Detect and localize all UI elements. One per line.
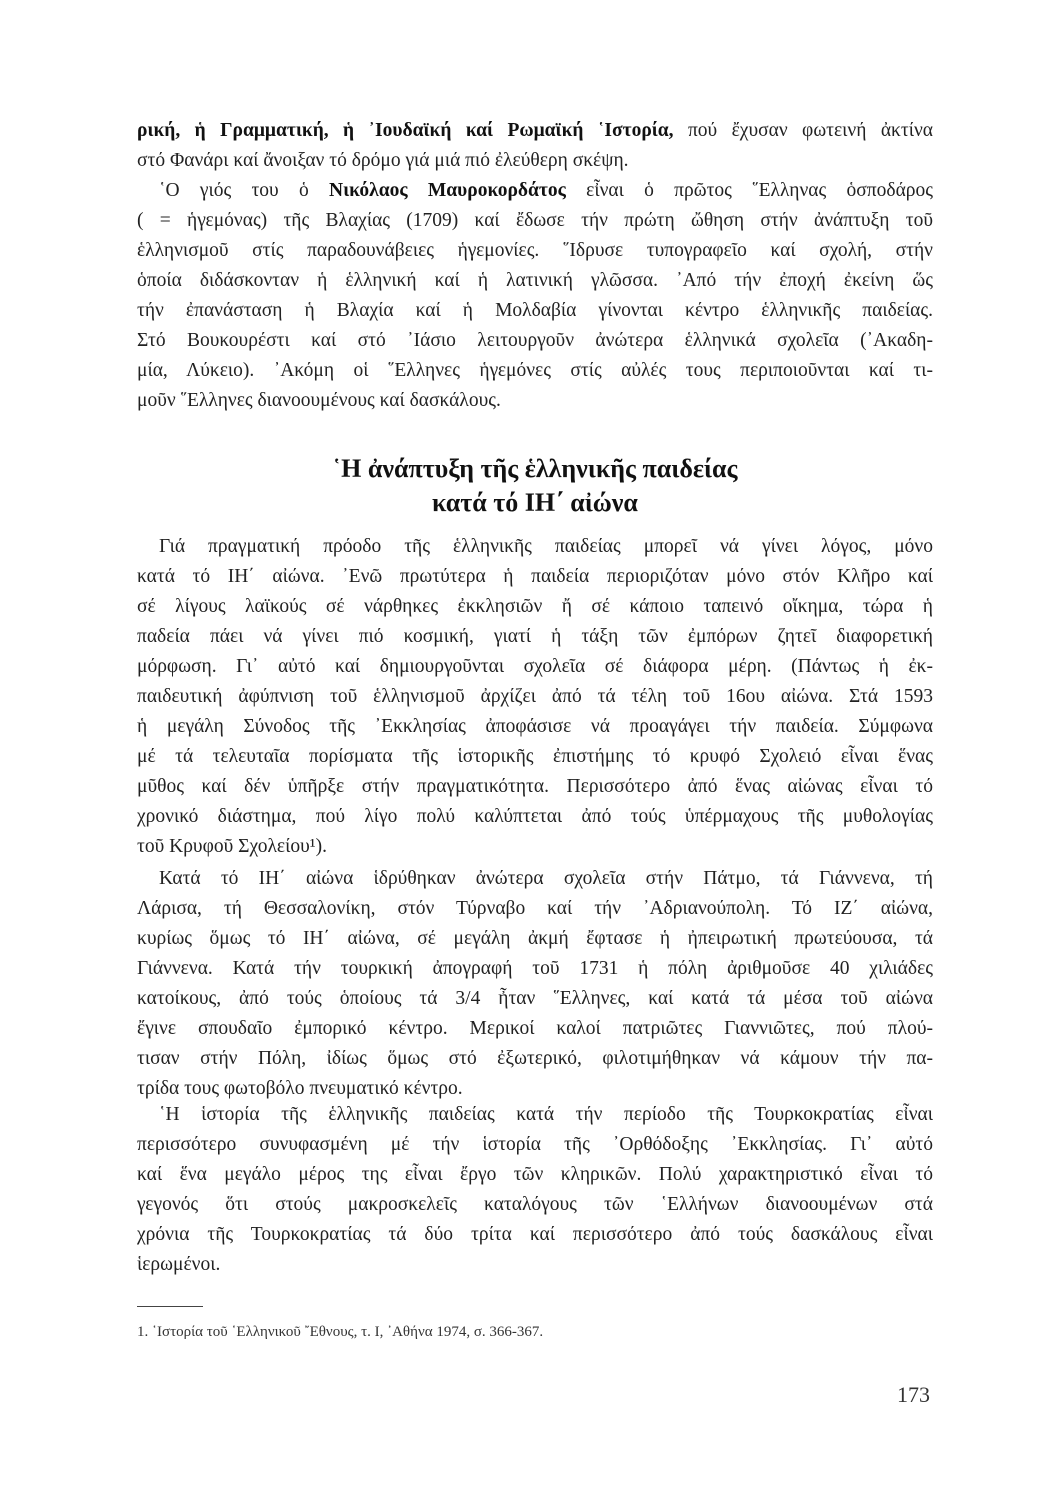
text-segment: Κατά τό ΙΗ΄ αἰώνα ἱδρύθηκαν ἀνώτερα σχολεῖα στήν Πάτμο, τά Γιάννενα, τή [159,868,933,889]
text-segment: ῾Ο γιός του ὁ [159,180,329,201]
text-line [137,1100,933,1130]
text-line [137,622,933,652]
text-segment: χρονικό διάστημα, πού λίγο πολύ καλύπτεται ἀπό τούς ὑπέρμαχους τῆς μυθολογίας [137,806,933,827]
heading-line-1: ῾Η ἀνάπτυξη τῆς ἑλληνικῆς παιδείας [332,454,738,483]
text-line [137,562,933,592]
bold-text: ρική, ἡ Γραμματική, ἡ ᾿Ιουδαϊκή καί Ρωμαϊκή ῾Ιστορία, [137,120,674,141]
text-segment: ( = ἡγεμόνας) τῆς Βλαχίας (1709) καί ἔδωσε τήν πρώτη ὤθηση στήν ἀνάπτυξη τοῦ [137,210,933,231]
text-line [137,116,933,146]
text-line [137,772,933,802]
text-line [137,1190,933,1220]
text-line [137,1130,933,1160]
text-line [137,894,933,924]
text-segment: μόρφωση. Γι᾿ αὐτό καί δημιουργοῦνται σχολεῖα σέ διάφορα μέρη. (Πάντως ἡ ἐκ- [137,656,933,677]
text-segment: Γιά πραγματική πρόοδο τῆς ἑλληνικῆς παιδείας μπορεῖ νά γίνει λόγος, μόνο [159,536,933,557]
paragraph-church [137,1100,933,1280]
text-line [137,984,933,1014]
footnote-divider [137,1306,203,1307]
text-line [137,266,933,296]
text-segment: κυρίως ὅμως τό ΙΗ΄ αἰώνα, σέ μεγάλη ἀκμή ἔφτασε ἡ ἠπειρωτική πρωτεύουσα, τά [137,928,933,949]
paragraph-schools [137,864,933,1104]
text-line [137,1044,933,1074]
text-segment: γεγονός ὅτι στούς μακροσκελεῖς καταλόγους τῶν ῾Ελλήνων διανοουμένων στά [137,1194,933,1215]
section-heading [137,452,933,520]
text-line [137,682,933,712]
text-line [137,532,933,562]
text-segment: καί ἕνα μεγάλο μέρος της εἶναι ἔργο τῶν κληρικῶν. Πολύ χαρακτηριστικό εἶναι τό [137,1164,933,1185]
paragraph-mavrokordatos [137,116,933,416]
text-line [137,1014,933,1044]
text-line [137,386,933,416]
text-line [137,1250,933,1280]
text-segment: περισσότερο συνυφασμένη μέ τήν ἱστορία τῆς ᾿Ορθόδοξης ᾿Εκκλησίας. Γι᾿ αὐτό [137,1134,933,1155]
text-line [137,864,933,894]
text-segment: μοῦν ῞Ελληνες διανοουμένους καί δασκάλους. [137,390,501,411]
text-segment: στό Φανάρι καί ἄνοιξαν τό δρόμο γιά μιά πιό ἐλεύθερη σκέψη. [137,150,629,171]
text-line [137,356,933,386]
text-line [137,206,933,236]
text-segment: παιδευτική ἀφύπνιση τοῦ ἑλληνισμοῦ ἀρχίζει ἀπό τά τέλη τοῦ 16ου αἰώνα. Στά 1593 [137,686,933,707]
text-line [137,954,933,984]
text-line [137,1220,933,1250]
bold-text: Νικόλαος Μαυροκορδάτος [329,180,566,201]
page-number: 173 [897,1382,930,1407]
text-segment: Γιάννενα. Κατά τήν τουρκική ἀπογραφή τοῦ 1731 ἡ πόλη ἀριθμοῦσε 40 χιλιάδες [137,958,933,979]
text-segment: Λάρισα, τή Θεσσαλονίκη, στόν Τύρναβο καί τήν ᾿Αδριανούπολη. Τό ΙΖ΄ αἰώνα, [137,898,933,919]
text-line [137,802,933,832]
text-segment: τήν ἐπανάσταση ἡ Βλαχία καί ἡ Μολδαβία γίνονται κέντρο ἑλληνικῆς παιδείας. [137,300,933,321]
text-line [137,742,933,772]
text-line [137,1160,933,1190]
text-segment: ἑλληνισμοῦ στίς παραδουνάβειες ἡγεμονίες. ῞Ιδρυσε τυπογραφεῖο καί σχολή, στήν [137,240,933,261]
text-line [137,326,933,356]
text-line [137,652,933,682]
text-segment: παδεία πάει νά γίνει πιό κοσμική, γιατί ἡ τάξη τῶν ἐμπόρων ζητεῖ διαφορετική [137,626,933,647]
text-segment: τισαν στήν Πόλη, ἰδίως ὅμως στό ἐξωτερικό, φιλοτιμήθηκαν νά κάμουν τήν πα- [137,1048,933,1069]
text-segment: τρίδα τους φωτοβόλο πνευματικό κέντρο. [137,1078,463,1099]
text-segment: Στό Βουκουρέστι καί στό ᾿Ιάσιο λειτουργοῦν ἀνώτερα ἑλληνικά σχολεῖα (᾿Ακαδη- [137,330,933,351]
text-segment: κατά τό ΙΗ΄ αἰώνα. ᾿Ενῶ πρωτύτερα ἡ παιδεία περιοριζόταν μόνο στόν Κλῆρο καί [137,566,933,587]
text-segment: ἱερωμένοι. [137,1254,221,1275]
text-segment: εἶναι ὁ πρῶτος ῞Ελληνας ὁσποδάρος [565,180,933,201]
text-segment: τοῦ Κρυφοῦ Σχολείου¹). [137,836,327,857]
text-segment: μέ τά τελευταῖα πορίσματα τῆς ἱστορικῆς ἐπιστήμης τό κρυφό Σχολειό εἶναι ἕνας [137,746,933,767]
text-segment: ῾Η ἱστορία τῆς ἑλληνικῆς παιδείας κατά τήν περίοδο τῆς Τουρκοκρατίας εἶναι [159,1104,933,1125]
text-segment: ἡ μεγάλη Σύνοδος τῆς ᾿Εκκλησίας ἀποφάσισε νά προαγάγει τήν παιδεία. Σύμφωνα [137,716,933,737]
text-line [137,832,933,862]
text-segment: ἔγινε σπουδαῖο ἐμπορικό κέντρο. Μερικοί καλοί πατριῶτες Γιαννιῶτες, πού πλού- [137,1018,933,1039]
heading-line-2: κατά τό ΙΗ΄ αἰώνα [432,488,638,517]
text-line [137,236,933,266]
footnote: 1. ῾Ιστορία τοῦ ῾Ελληνικοῦ ῎Εθνους, τ. Ι, ᾿Αθήνα 1974, σ. 366-367. [137,1324,544,1340]
text-segment: πού ἔχυσαν φωτεινή ἀκτίνα [673,120,933,141]
text-segment: μία, Λύκειο). ᾿Ακόμη οἱ ῞Ελληνες ἡγεμόνες στίς αὐλές τους περιποιοῦνται καί τι- [137,360,933,381]
paragraph-progress [137,532,933,862]
text-segment: μῦθος καί δέν ὑπῆρξε στήν πραγματικότητα. Περισσότερο ἀπό ἕνας αἰώνας εἶναι τό [137,776,933,797]
text-line [137,712,933,742]
text-segment: ὁποία διδάσκονταν ἡ ἑλληνική καί ἡ λατινική γλῶσσα. ᾿Από τήν ἐποχή ἐκείνη ὥς [137,270,933,291]
text-line [137,592,933,622]
text-line [137,924,933,954]
text-segment: χρόνια τῆς Τουρκοκρατίας τά δύο τρίτα καί περισσότερο ἀπό τούς δασκάλους εἶναι [137,1224,933,1245]
text-line [137,176,933,206]
text-segment: σέ λίγους λαϊκούς σέ νάρθηκες ἐκκλησιῶν ἤ σέ κάποιο ταπεινό οἴκημα, τώρα ἡ [137,596,933,617]
text-line [137,296,933,326]
text-segment: κατοίκους, ἀπό τούς ὁποίους τά 3/4 ἦταν ῞Ελληνες, καί κατά τά μέσα τοῦ αἰώνα [137,988,933,1009]
text-line [137,146,933,176]
